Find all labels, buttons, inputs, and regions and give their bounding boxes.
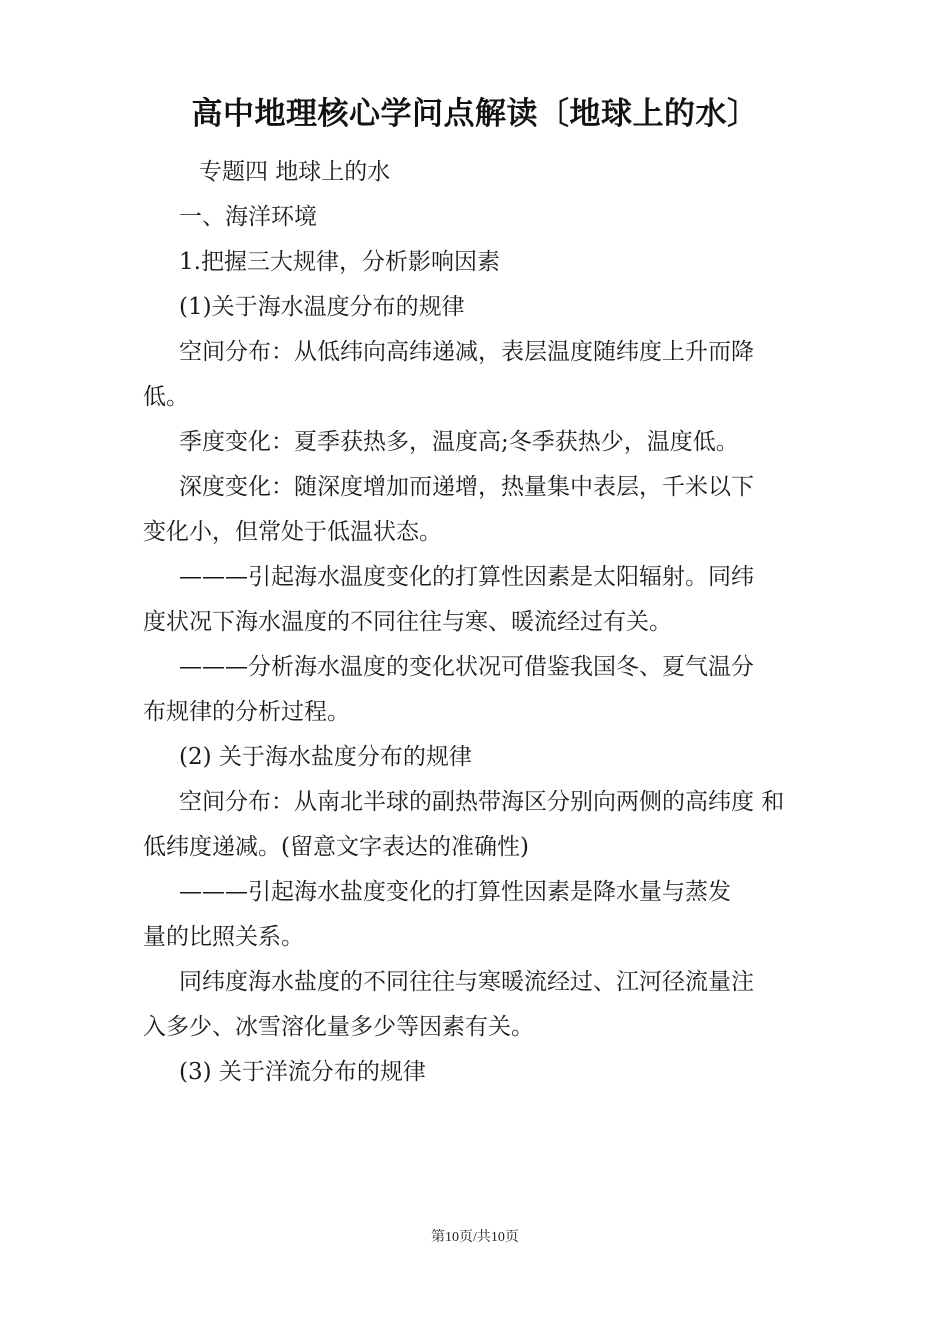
paragraph-line: 变化小，但常处于低温状态。 xyxy=(143,519,442,545)
paragraph-line: 低纬度递减。(留意文字表达的准确性) xyxy=(143,834,529,860)
paragraph-line: 低。 xyxy=(143,384,189,410)
paragraph-line: (1)关于海水温度分布的规律 xyxy=(179,294,465,320)
section-heading: 专题四 地球上的水 xyxy=(199,159,391,185)
paragraph-line: 同纬度海水盐度的不同往往与寒暖流经过、江河径流量注 xyxy=(179,969,754,995)
paragraph-line: 布规律的分析过程。 xyxy=(143,699,350,725)
paragraph-line: 深度变化：随深度增加而递增，热量集中表层，千米以下 xyxy=(179,474,754,500)
paragraph-line: 1.把握三大规律，分析影响因素 xyxy=(179,249,500,275)
paragraph-line: 入多少、冰雪溶化量多少等因素有关。 xyxy=(143,1014,534,1040)
paragraph-line: (2) 关于海水盐度分布的规律 xyxy=(179,744,472,770)
paragraph-line: 量的比照关系。 xyxy=(143,924,304,950)
document-title: 高中地理核心学问点解读〔地球上的水〕 xyxy=(191,96,759,132)
document-body xyxy=(143,150,815,1095)
paragraph-line: ———引起海水盐度变化的打算性因素是降水量与蒸发 xyxy=(179,879,731,905)
subsection-heading: 一、海洋环境 xyxy=(179,204,317,230)
paragraph-line: ———引起海水温度变化的打算性因素是太阳辐射。同纬 xyxy=(179,564,754,590)
paragraph-line: ———分析海水温度的变化状况可借鉴我国冬、夏气温分 xyxy=(179,654,754,680)
paragraph-line: 度状况下海水温度的不同往往与寒、暖流经过有关。 xyxy=(143,609,672,635)
paragraph-line: 空间分布：从低纬向高纬递减，表层温度随纬度上升而降 xyxy=(179,339,754,365)
paragraph-line: (3) 关于洋流分布的规律 xyxy=(179,1059,426,1085)
paragraph-line: 空间分布：从南北半球的副热带海区分别向两侧的高纬度 和 xyxy=(179,789,785,815)
page-number: 第10页/共10页 xyxy=(431,1230,519,1245)
paragraph-line: 季度变化：夏季获热多，温度高;冬季获热少，温度低。 xyxy=(179,429,739,455)
